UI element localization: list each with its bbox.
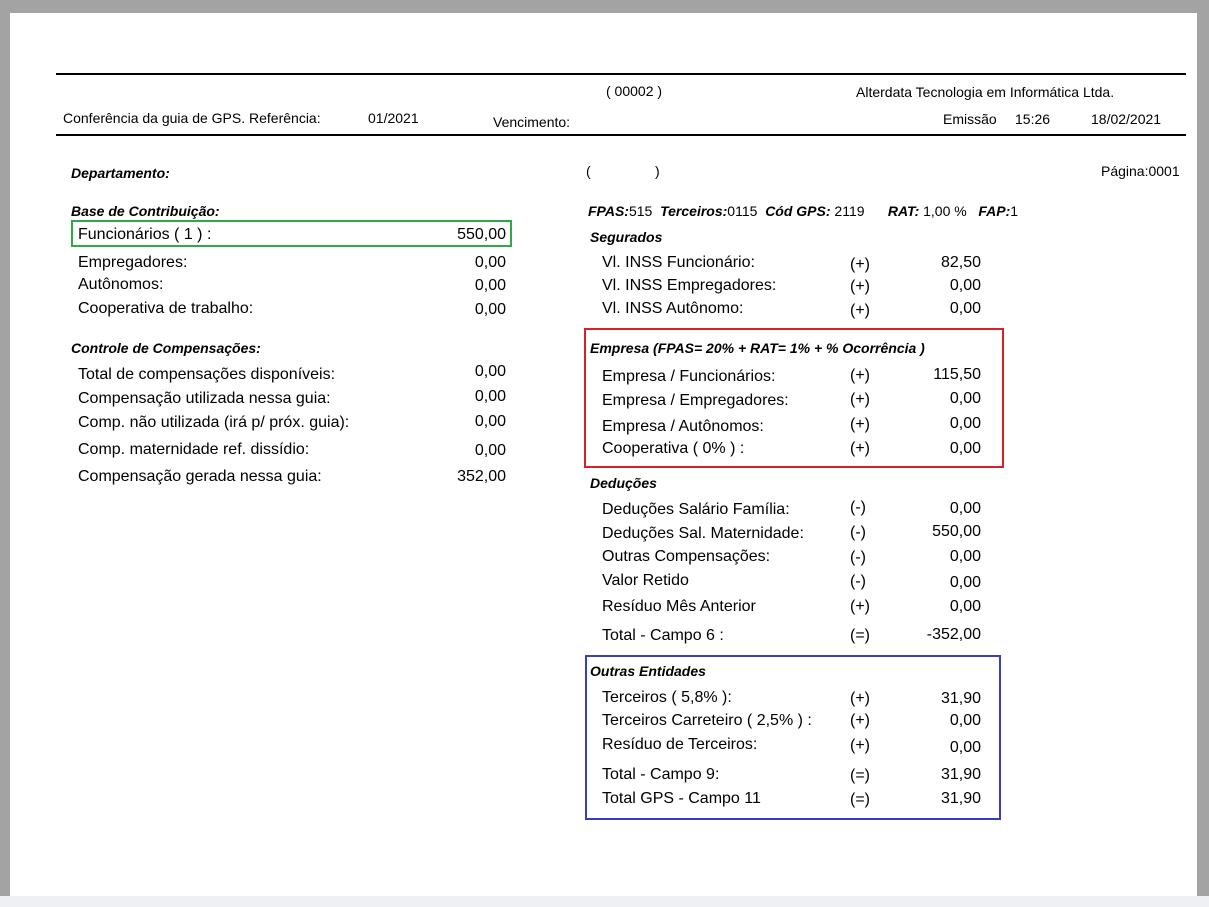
deducoes-row-sign: (-) bbox=[850, 524, 866, 541]
header-top-rule bbox=[56, 73, 1186, 75]
empresa-row-value: 115,50 bbox=[933, 366, 981, 383]
fpas-label: FPAS: bbox=[588, 203, 629, 219]
outras-row-label: Resíduo de Terceiros: bbox=[602, 736, 758, 753]
department-label: Departamento: bbox=[71, 165, 170, 181]
deducoes-row-sign: (-) bbox=[850, 499, 866, 516]
outras-row-value: 31,90 bbox=[940, 766, 981, 783]
report-code: ( 00002 ) bbox=[606, 83, 663, 99]
outras-row-label: Total - Campo 9: bbox=[602, 766, 720, 783]
deducoes-row-label: Outras Compensações: bbox=[602, 548, 771, 565]
outras-row-value: 0,00 bbox=[949, 712, 981, 729]
outras-row-label: Terceiros Carreteiro ( 2,5% ) : bbox=[602, 712, 812, 729]
due-label: Vencimento: bbox=[493, 114, 571, 130]
empresa-row-sign: (+) bbox=[850, 416, 870, 433]
deducoes-row-sign: (=) bbox=[850, 627, 870, 644]
segurados-row-label: Vl. INSS Empregadores: bbox=[602, 277, 777, 294]
outras-row-sign: (+) bbox=[850, 737, 870, 754]
deducoes-row-label: Resíduo Mês Anterior bbox=[602, 598, 756, 615]
empresa-row-label: Empresa / Funcionários: bbox=[602, 368, 776, 385]
segurados-row-value: 82,50 bbox=[940, 254, 981, 271]
fap-label: FAP: bbox=[978, 203, 1011, 219]
outras-row-sign: (=) bbox=[850, 767, 870, 784]
empresa-row-value: 0,00 bbox=[949, 440, 981, 457]
compensacao-row-label: Total de compensações disponíveis: bbox=[78, 366, 336, 383]
segurados-row-sign: (+) bbox=[850, 302, 870, 319]
department-paren-open: ( bbox=[586, 163, 591, 179]
deducoes-row-value: -352,00 bbox=[926, 626, 981, 643]
company-name: Alterdata Tecnologia em Informática Ltda. bbox=[856, 84, 1115, 100]
issue-label: Emissão bbox=[943, 111, 997, 127]
fpas-value: 515 bbox=[628, 203, 653, 219]
base-row-label: Empregadores: bbox=[78, 254, 188, 271]
fap-value: 1 bbox=[1010, 203, 1019, 219]
outras-row-sign: (+) bbox=[850, 690, 870, 707]
empresa-row-value: 0,00 bbox=[949, 390, 981, 407]
issue-date: 18/02/2021 bbox=[1091, 111, 1162, 127]
compensacao-row-label: Compensação utilizada nessa guia: bbox=[78, 390, 331, 407]
base-row-value: 0,00 bbox=[474, 301, 506, 318]
outras-row-label: Total GPS - Campo 11 bbox=[602, 790, 761, 807]
outras-row-label: Terceiros ( 5,8% ): bbox=[602, 689, 732, 706]
viewer-bottom-strip bbox=[0, 896, 1209, 907]
rat-label: RAT: bbox=[887, 203, 920, 219]
reference-value: 01/2021 bbox=[368, 110, 419, 126]
issue-time: 15:26 bbox=[1015, 111, 1051, 127]
compensacao-row-label: Compensação gerada nessa guia: bbox=[78, 468, 322, 485]
segurados-row-value: 0,00 bbox=[949, 277, 981, 294]
deducoes-row-value: 550,00 bbox=[932, 523, 981, 540]
outras-row-value: 31,90 bbox=[940, 790, 981, 807]
outras-row-value: 0,00 bbox=[949, 739, 981, 756]
deducoes-row-label: Deduções Salário Família: bbox=[602, 501, 790, 518]
deducoes-row-sign: (-) bbox=[850, 573, 866, 590]
base-row-label: Cooperativa de trabalho: bbox=[78, 300, 254, 317]
compensacao-row-label: Comp. maternidade ref. dissídio: bbox=[78, 441, 310, 458]
empresa-row-sign: (+) bbox=[850, 440, 870, 457]
deducoes-row-value: 0,00 bbox=[949, 500, 981, 517]
deducoes-row-value: 0,00 bbox=[949, 598, 981, 615]
empresa-row-sign: (+) bbox=[850, 391, 870, 408]
terceiros-label: Terceiros: bbox=[660, 203, 728, 219]
deducoes-row-value: 0,00 bbox=[949, 548, 981, 565]
segurados-row-sign: (+) bbox=[850, 256, 870, 273]
deducoes-row-label: Valor Retido bbox=[602, 572, 689, 589]
base-title: Base de Contribuição: bbox=[71, 203, 220, 219]
deducoes-row-sign: (+) bbox=[850, 598, 870, 615]
segurados-row-sign: (+) bbox=[850, 278, 870, 295]
compensacao-row-value: 0,00 bbox=[474, 442, 506, 459]
page-number: Página:0001 bbox=[1101, 163, 1180, 179]
empresa-row-value: 0,00 bbox=[949, 415, 981, 432]
compensacao-row-value: 0,00 bbox=[474, 363, 506, 380]
segurados-row-label: Vl. INSS Funcionário: bbox=[602, 254, 755, 271]
empresa-row-label: Cooperativa ( 0% ) : bbox=[602, 440, 745, 457]
compensacao-row-label: Comp. não utilizada (irá p/ próx. guia): bbox=[78, 414, 350, 431]
base-row-value: 0,00 bbox=[474, 254, 506, 271]
deducoes-row-label: Total - Campo 6 : bbox=[602, 627, 724, 644]
compensacoes-title: Controle de Compensações: bbox=[71, 340, 261, 356]
rat-value: 1,00 % bbox=[923, 203, 967, 219]
empresa-row-label: Empresa / Autônomos: bbox=[602, 418, 764, 435]
segurados-row-value: 0,00 bbox=[949, 300, 981, 317]
outras-title: Outras Entidades bbox=[590, 663, 706, 679]
deducoes-row-value: 0,00 bbox=[949, 574, 981, 591]
deducoes-row-sign: (-) bbox=[850, 549, 866, 566]
empresa-row-sign: (+) bbox=[850, 367, 870, 384]
deducoes-title: Deduções bbox=[590, 475, 657, 491]
empresa-title: Empresa (FPAS= 20% + RAT= 1% + % Ocorrência ) bbox=[590, 340, 925, 356]
base-row-label: Funcionários ( 1 ) : bbox=[78, 226, 212, 243]
codes-line bbox=[588, 203, 1018, 219]
department-paren-close: ) bbox=[655, 163, 660, 179]
terceiros-value: 0115 bbox=[727, 203, 758, 219]
deducoes-row-label: Deduções Sal. Maternidade: bbox=[602, 525, 804, 542]
compensacao-row-value: 0,00 bbox=[474, 413, 506, 430]
empresa-row-label: Empresa / Empregadores: bbox=[602, 392, 789, 409]
base-row-value: 550,00 bbox=[457, 226, 506, 243]
header-bottom-rule bbox=[56, 134, 1186, 136]
gps-label: Cód GPS: bbox=[765, 203, 831, 219]
base-row-value: 0,00 bbox=[474, 277, 506, 294]
compensacao-row-value: 352,00 bbox=[457, 468, 506, 485]
base-row-label: Autônomos: bbox=[78, 276, 164, 293]
outras-row-sign: (+) bbox=[850, 712, 870, 729]
compensacao-row-value: 0,00 bbox=[474, 388, 506, 405]
segurados-row-label: Vl. INSS Autônomo: bbox=[602, 300, 744, 317]
gps-value: 2119 bbox=[834, 203, 865, 219]
segurados-title: Segurados bbox=[590, 229, 663, 245]
conference-label: Conferência da guia de GPS. Referência: bbox=[63, 110, 321, 126]
outras-row-sign: (=) bbox=[850, 791, 870, 808]
outras-row-value: 31,90 bbox=[940, 690, 981, 707]
